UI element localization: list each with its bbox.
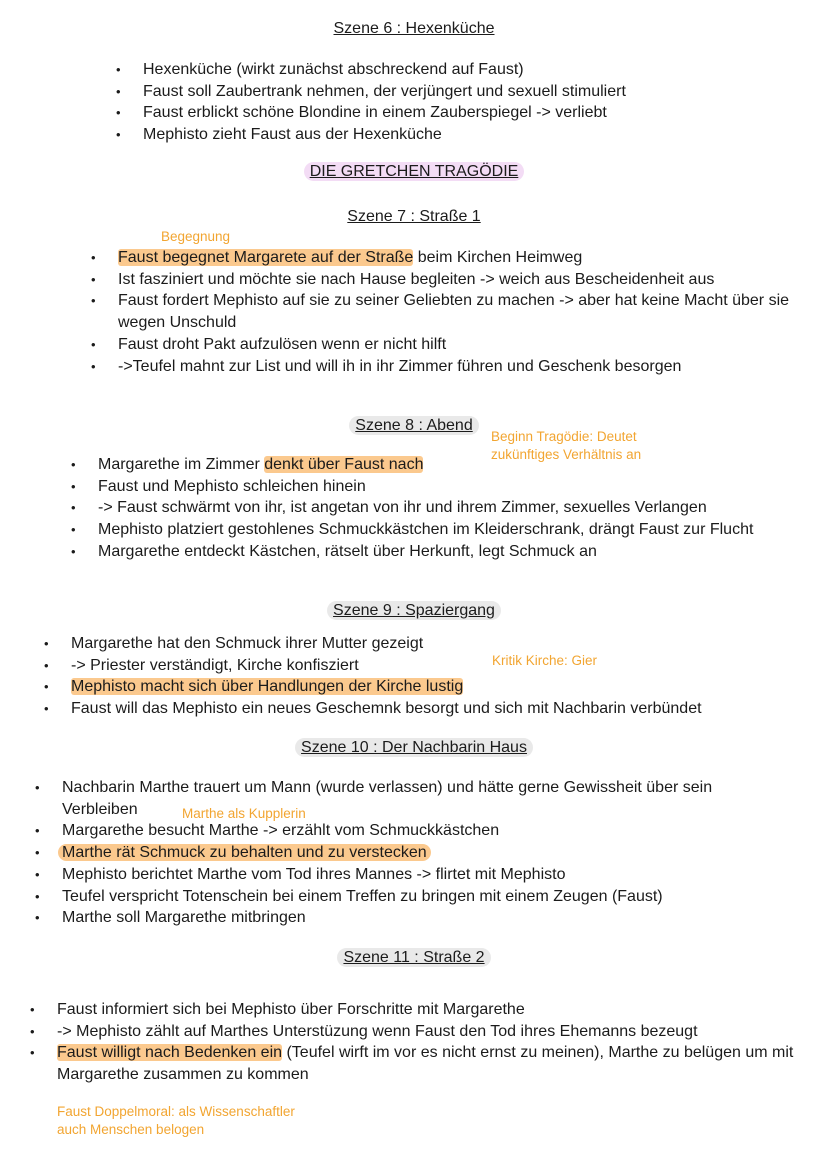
list-item: • Margarethe besucht Marthe -> erzählt vom Schmuckkästchen — [62, 820, 822, 842]
scene-9-title: Szene 9 : Spaziergang — [327, 601, 501, 620]
note-begegnung: Begegnung — [161, 229, 231, 244]
note-doppelmoral: Faust Doppelmoral: als Wissenschaftler auch Menschen belogen — [57, 1104, 295, 1137]
list-item: • Mephisto platziert gestohlenes Schmuckkästchen im Kleiderschrank, drängt Faust zur Flucht — [98, 519, 808, 541]
scene-7-title: Szene 7 : Straße 1 — [347, 208, 481, 225]
scene-8-heading — [0, 416, 828, 436]
list-item: • Mephisto berichtet Marthe vom Tod ihres Mannes -> flirtet mit Mephisto — [62, 864, 822, 886]
scene-7-list — [118, 247, 808, 377]
list-item: • Hexenküche (wirkt zunächst abschreckend auf Faust) — [143, 59, 803, 81]
list-item: • -> Faust schwärmt von ihr, ist angetan von ihr und ihrem Zimmer, sexuelles Verlangen — [98, 497, 808, 519]
list-item — [62, 842, 822, 864]
scene-11-title: Szene 11 : Straße 2 — [337, 948, 490, 967]
highlight: Mephisto macht sich über Handlungen der Kirche lustig — [71, 678, 464, 696]
list-item: • Faust erblickt schöne Blondine in einem Zauberspiegel -> verliebt — [143, 102, 803, 124]
list-item — [71, 676, 816, 698]
list-item: • Faust begegnet Margarete auf der Straße beim Kirchen Heimweg — [118, 247, 808, 269]
list-item: • Margarethe entdeckt Kästchen, rätselt über Herkunft, legt Schmuck an — [98, 541, 808, 563]
list-item: • Nachbarin Marthe trauert um Mann (wurde verlassen) und hätte gerne Gewissheit über sein Verbleiben — [62, 777, 822, 820]
scene-11-heading — [0, 948, 828, 968]
list-item: • Marthe soll Margarethe mitbringen — [62, 907, 822, 929]
highlight: Faust begegnet Margarete auf der Straße — [118, 249, 414, 266]
list-item: • Faust informiert sich bei Mephisto über Forschritte mit Margarethe — [57, 999, 812, 1021]
highlight: Faust willigt nach Bedenken ein — [57, 1044, 283, 1062]
list-item: • -> Priester verständigt, Kirche konfisziert — [71, 655, 816, 677]
scene-9-list — [71, 633, 816, 720]
list-item: • Faust fordert Mephisto auf sie zu seiner Geliebten zu machen -> aber hat keine Macht über sie wegen Unschuld — [118, 290, 808, 333]
scene-7-heading — [0, 207, 828, 227]
list-item: • Faust und Mephisto schleichen hinein — [98, 476, 808, 498]
note-kupplerin: Marthe als Kupplerin — [182, 806, 306, 821]
scene-10-heading — [0, 738, 828, 758]
list-item: • Margarethe im Zimmer denkt über Faust nach — [98, 454, 808, 476]
list-item: • Margarethe hat den Schmuck ihrer Mutter gezeigt — [71, 633, 816, 655]
scene-6-list — [143, 59, 803, 146]
highlight: denkt über Faust nach — [264, 456, 424, 473]
list-item: • Faust willigt nach Bedenken ein (Teufel wirft im vor es nicht ernst zu meinen), Marthe zu belügen um mit Margarethe zusammen zu kommen — [57, 1042, 812, 1085]
scene-8-list — [98, 454, 808, 563]
list-item: • Mephisto zieht Faust aus der Hexenküche — [143, 124, 803, 146]
list-item: • Faust soll Zaubertrank nehmen, der verjüngert und sexuell stimuliert — [143, 81, 803, 103]
list-item: • -> Mephisto zählt auf Marthes Unterstüzung wenn Faust den Tod ihres Ehemanns bezeugt — [57, 1021, 812, 1043]
section-title: DIE GRETCHEN TRAGÖDIE — [304, 162, 525, 181]
scene-6-title: Szene 6 : Hexenküche — [333, 20, 495, 37]
scene-9-heading — [0, 601, 828, 621]
list-item: • Faust droht Pakt aufzulösen wenn er nicht hilft — [118, 334, 808, 356]
scene-11-list — [57, 999, 812, 1086]
highlight: Marthe rät Schmuck zu behalten und zu verstecken — [58, 844, 431, 861]
list-item: • Ist fasziniert und möchte sie nach Hause begleiten -> weich aus Bescheidenheit aus — [118, 269, 808, 291]
note-kritik-kirche: Kritik Kirche: Gier — [492, 653, 598, 668]
list-item: • Faust will das Mephisto ein neues Geschemnk besorgt und sich mit Nachbarin verbündet — [71, 698, 816, 720]
list-item: • ->Teufel mahnt zur List und will ih in ihr Zimmer führen und Geschenk besorgen — [118, 356, 808, 378]
list-item: • Teufel verspricht Totenschein bei einem Treffen zu bringen mit einem Zeugen (Faust) — [62, 886, 822, 908]
scene-10-list — [62, 777, 822, 929]
scene-8-title: Szene 8 : Abend — [349, 416, 478, 435]
scene-10-title: Szene 10 : Der Nachbarin Haus — [295, 738, 533, 757]
scene-6-heading — [0, 19, 828, 39]
note-beginn-tragoedie: Beginn Tragödie: Deutet zukünftiges Verhältnis an — [491, 429, 642, 462]
section-heading — [0, 162, 828, 182]
